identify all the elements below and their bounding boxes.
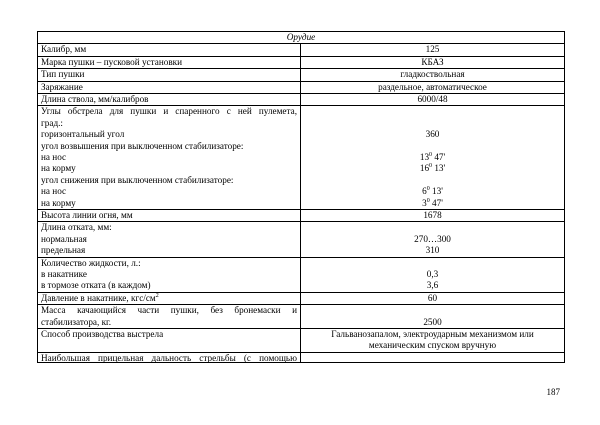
elevation-stern-label: на корму	[41, 163, 76, 174]
row-label-fire-line: Высота линии огня, мм	[38, 209, 301, 221]
table-row	[38, 292, 565, 304]
table-row	[38, 81, 565, 93]
recoil-max-label: предельная	[41, 245, 86, 256]
range-label-cell	[38, 352, 301, 362]
row-label-barrel-length: Длина ствола, мм/калибров	[38, 94, 301, 106]
depression-stern-label: на корму	[41, 197, 76, 208]
table-row	[38, 209, 565, 221]
table-heading: Орудие	[38, 32, 565, 44]
mass-values	[301, 305, 565, 329]
angles-title-line1: Углы обстрела для пушки и спаренного с ней пулемета,	[41, 106, 297, 117]
elevation-nose-label: на нос	[41, 152, 67, 162]
recoil-normal-value: 270…300	[414, 233, 451, 244]
row-value-gun-type: гладкоствольная	[301, 69, 565, 81]
recoil-title: Длина отката, мм:	[41, 222, 112, 233]
depression-nose-label: на нос	[41, 186, 67, 197]
horizontal-angle-value: 360	[425, 129, 440, 140]
row-value-barrel-length: 6000/48	[301, 94, 565, 106]
elevation-stern-value: $16^0$ 13'	[419, 163, 446, 174]
angles-labels	[38, 106, 301, 210]
table-row-recoil	[38, 222, 565, 257]
elevation-label: угол возвышения при выключенном стабилизаторе:	[41, 140, 244, 151]
depression-stern-value: $3^0$ 47'	[422, 197, 443, 208]
depression-label: угол снижения при выключенном стабилизаторе:	[41, 174, 234, 185]
table-row-mass	[38, 305, 565, 329]
row-value-loading: раздельное, автоматическое	[301, 81, 565, 93]
recoil-labels	[38, 222, 301, 257]
recoil-values	[301, 222, 565, 257]
liquid-brake-value: 3,6	[426, 280, 439, 291]
liquid-values	[301, 257, 565, 292]
row-label-caliber: Калибр, мм	[38, 44, 301, 56]
weapon-spec-table	[37, 31, 565, 363]
row-value-caliber: 125	[301, 44, 565, 56]
angles-title-line2: град.:	[41, 117, 63, 128]
table-heading-row	[38, 32, 565, 44]
recoil-max-value: 310	[425, 245, 440, 256]
firing-value-line1: Гальванозапалом, электроударным механизмом или	[331, 328, 534, 339]
row-label-pressure: Давление в накатнике, кгс/$см^2$	[38, 292, 301, 304]
table-row-range	[38, 352, 565, 362]
table-row-angles	[38, 106, 565, 210]
mass-label-line1: Масса качающийся части пушки, без бронемаски и	[41, 305, 297, 316]
angles-values	[301, 106, 565, 210]
depression-nose-value: $6^0$ 13'	[422, 186, 443, 197]
liquid-title: Количество жидкости, л.:	[41, 257, 141, 268]
row-value-pressure: 60	[301, 292, 565, 304]
recoil-normal-label: нормальная	[41, 233, 87, 244]
liquid-brake-label: в тормозе отката (в каждом)	[41, 280, 151, 291]
row-label-gun-type: Тип пушки	[38, 69, 301, 81]
firing-values	[301, 328, 565, 352]
table-row-firing	[38, 328, 565, 352]
liquid-knurl-value: 0,3	[426, 268, 439, 279]
table-row	[38, 69, 565, 81]
page-number: 187	[546, 387, 560, 397]
liquid-labels	[38, 257, 301, 292]
table-row	[38, 56, 565, 68]
firing-value-line2: механическим спуском вручную	[368, 340, 497, 351]
range-value-cell	[301, 352, 565, 362]
horizontal-angle-label: горизонтальный угол	[41, 129, 125, 140]
table-row-liquid	[38, 257, 565, 292]
table-row	[38, 94, 565, 106]
mass-label	[38, 305, 301, 329]
row-value-gun-model: КБАЗ	[301, 56, 565, 68]
mass-label-line2: стабилизатора, кг.	[41, 316, 112, 327]
row-value-fire-line: 1678	[301, 209, 565, 221]
table-row	[38, 44, 565, 56]
elevation-nose-value: $13^0$ 47'	[419, 152, 446, 162]
firing-label: Способ производства выстрела	[38, 328, 301, 352]
range-label: Наибольшая прицельная дальность стрельбы (с помощью	[41, 352, 297, 362]
liquid-knurl-label: в накатнике	[41, 268, 87, 279]
row-label-gun-model: Марка пушки – пусковой установки	[38, 56, 301, 68]
mass-value: 2500	[423, 316, 442, 327]
row-label-loading: Заряжание	[38, 81, 301, 93]
